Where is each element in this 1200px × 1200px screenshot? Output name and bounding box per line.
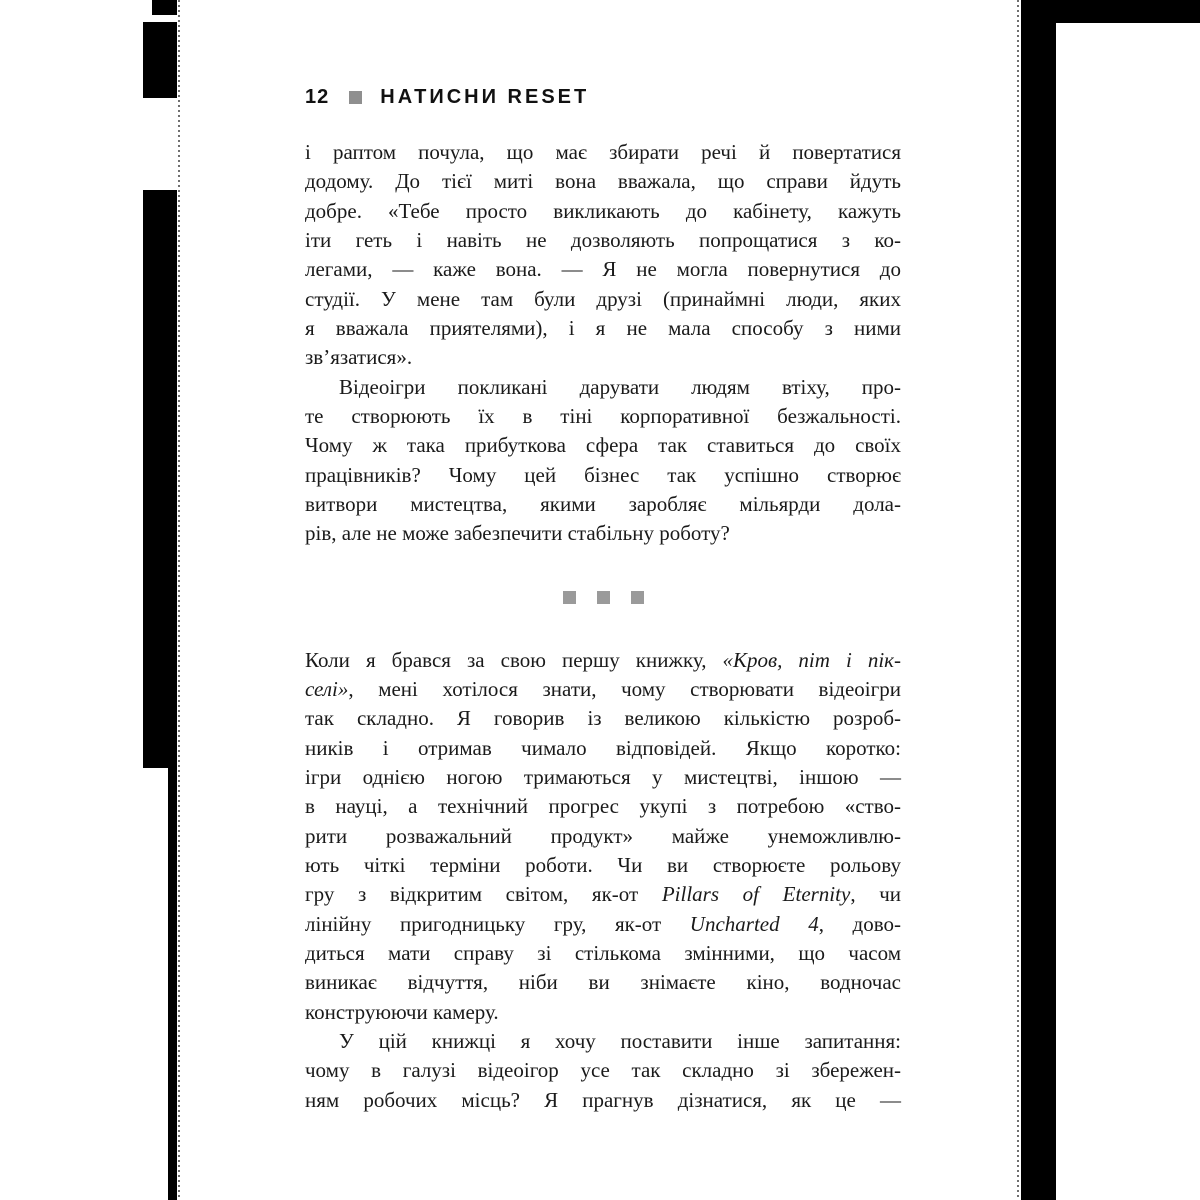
scan-artifact-right-bar	[1021, 0, 1056, 1200]
text-line: в науці, а технічний прогрес укупі з потребою «ство-	[305, 794, 901, 819]
text-line: ням робочих місць? Я прагнув дізнатися, як це —	[305, 1087, 901, 1112]
text-line: легами, — каже вона. — Я не могла повернутися до	[305, 257, 901, 282]
text-line: рів, але не може забезпечити стабільну роботу?	[305, 521, 730, 546]
text-line: У цій книжці я хочу поставити інше запитання:	[339, 1028, 901, 1053]
text-line: Коли я брався за свою першу книжку, «Кров, піт і пік-	[305, 647, 901, 672]
text-line: Чому ж така прибуткова сфера так ставиться до своїх	[305, 433, 901, 458]
divider-square-icon	[631, 591, 644, 604]
text-line: ників і отримав чимало відповідей. Якщо коротко:	[305, 735, 901, 760]
text-line: ють чіткі терміни роботи. Чи ви створюєте рольову	[305, 852, 901, 877]
text-line: так складно. Я говорив із великою кількістю розроб-	[305, 706, 901, 731]
text-line: селі», мені хотілося знати, чому створювати відеоігри	[305, 676, 901, 701]
page-header	[305, 86, 589, 109]
section-divider	[305, 549, 901, 646]
body-column	[305, 138, 901, 1115]
text-line: чому в галузі відеоігор усе так складно зі збережен-	[305, 1058, 901, 1083]
text-line: ігри однією ногою тримаються у мистецтві, іншою —	[305, 764, 901, 789]
text-line: лінійну пригодницьку гру, як-от Uncharted 4, дово-	[305, 911, 901, 936]
scan-dither-line-right	[1017, 0, 1019, 1200]
text-line: працівників? Чому цей бізнес так успішно створює	[305, 462, 901, 487]
scan-artifact-left-main-block	[143, 190, 177, 768]
text-line: іти геть і навіть не дозволяють попрощатися з ко-	[305, 227, 901, 252]
scan-artifact-top-left	[152, 0, 177, 15]
text-line: зв’язатися».	[305, 345, 413, 370]
running-title: НАТИСНИ RESET	[380, 86, 590, 108]
text-line: додому. До тієї миті вона вважала, що справи йдуть	[305, 169, 901, 194]
text-line: витвори мистецтва, якими заробляє мільярди дола-	[305, 491, 901, 516]
text-line: конструюючи камеру.	[305, 999, 499, 1024]
page-number: 12	[305, 86, 330, 108]
divider-square-icon	[563, 591, 576, 604]
text-line: диться мати справу зі стількома змінними, що часом	[305, 940, 901, 965]
text-line: гру з відкритим світом, як-от Pillars of Eternity, чи	[305, 882, 902, 907]
text-line: добре. «Тебе просто викликають до кабінету, кажуть	[305, 198, 901, 223]
text-line: Відеоігри покликані дарувати людям втіху, про-	[339, 374, 901, 399]
text-line: те створюють їх в тіні корпоративної безжальності.	[305, 403, 901, 428]
text-line: і раптом почула, що має збирати речі й повертатися	[305, 140, 901, 164]
scan-artifact-left-upper-block	[143, 22, 177, 98]
text-line: я вважала приятелями), і я не мала способу з ними	[305, 315, 901, 340]
scan-dither-line-left	[178, 0, 180, 1200]
scan-artifact-left-strip	[168, 768, 177, 1200]
text-line: студії. У мене там були друзі (принаймні люди, яких	[305, 286, 901, 311]
text-line: виникає відчуття, ніби ви знімаєте кіно, водночас	[305, 970, 901, 995]
scan-artifact-top-right	[1021, 0, 1200, 23]
divider-square-icon	[597, 591, 610, 604]
header-square-icon	[349, 91, 362, 104]
text-line: рити розважальний продукт» майже унеможливлю-	[305, 823, 901, 848]
